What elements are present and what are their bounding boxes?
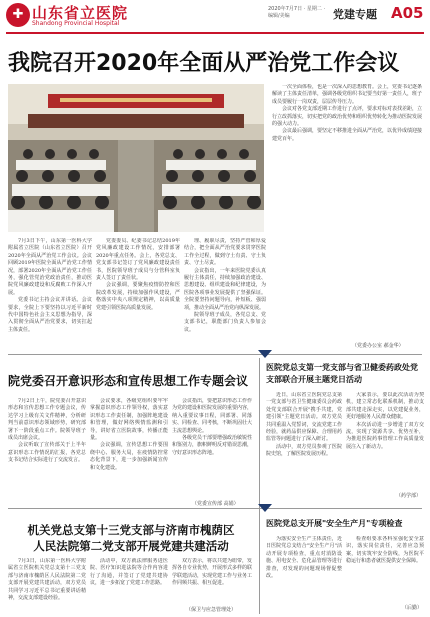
- header-rule: [6, 32, 424, 34]
- main-paragraph: 一次全面体检，也是一次深入的思想教育。会上，党委书记逐条解读了主体责任清单，强调各级党组织书记要当好第一责任人，班子成员要履行一岗双责，层层传导压力。: [272, 84, 422, 105]
- main-article-col-3: [184, 238, 266, 352]
- main-paragraph: 会议指出，一年来医院党委认真履行主体责任，持续加强政治建设、思想建设、组织建设和纪律建设，为医院各项事业发展提供了坚强保证。全院要坚持问题导向，补短板、强弱项，推动全面从严治党向纵深发展。: [184, 267, 266, 311]
- main-paragraph: 党委委员、纪委书记总结2019年党风廉政建设工作情况，安排部署2020年重点任务。会上，各党总支、党支部书记签订了党风廉政建设责任书，医院领导班子成员与分管科室负责人签订了责任状。: [96, 238, 180, 282]
- article3-paragraph: 大家表示，要以此次活动为契机，建立常态化联系机制，推动支部共建走深走实，以党建促业务，更好地服务人民群众健康。: [346, 392, 424, 421]
- main-paragraph: 理、履职尽责，坚持严管和厚爱结合，把全面从严治党要求贯穿医院工作全过程，做到守土有责、守土负责、守土尽责。: [184, 238, 266, 267]
- section-name: 党建专题: [333, 8, 377, 21]
- divider-arrow-icon: [258, 504, 272, 512]
- article2-paragraph: 各级党员干部要增强政治敏锐性和鉴别力，旗帜鲜明反对错误思潮，守好意识形态阵地。: [172, 435, 252, 456]
- article5-paragraph: 为落实安全生产主体责任，近日医院党总支结合"安全生产月"活动开展专项检查，重点对消防设施、用电安全、危化品管理等进行排查，对发现的问题现场督促整改。: [266, 536, 342, 580]
- paper-name: 山东省立医院: [32, 4, 129, 22]
- page-header: [0, 0, 430, 34]
- article4-col-3: [172, 558, 252, 604]
- article4-col-2: [90, 558, 168, 610]
- article4-signature: （保卫与应急管理处）: [186, 607, 237, 613]
- article3-title: 医院党总支第一党支部与省卫健委药政处党支部联合开展主题党日活动: [266, 363, 418, 384]
- article4-paragraph: 7月3日，山东第一医科大学附属省立医院机关党总支第十三党支部与济南市槐荫区人民法院第二党支部开展党建共建活动，双方党员共同学习习近平总书记重要讲话精神，交流支部建设经验。: [8, 558, 86, 602]
- article5-paragraph: 检查组要求各科室强化安全意识，落实岗位责任，完善应急预案，切实筑牢安全防线，为医院平稳运行和患者就医提供安全保障。: [346, 536, 424, 565]
- article3-signature: （药学部）: [396, 493, 422, 499]
- article2-col-1: [8, 398, 86, 502]
- main-paragraph: 会议对各党支部近期工作进行了点评，要求对标对表找差距，立行立改抓落实，切实把党的政治优势和组织优势转化为推动医院发展的强大动力。: [272, 106, 422, 128]
- article2-col-2: [90, 398, 168, 502]
- article5-signature: （后勤）: [402, 605, 423, 611]
- article4-col-1: [8, 558, 86, 610]
- article3-col-1: [266, 392, 342, 490]
- main-paragraph: 党委书记主持会议并讲话。会议要求，全院上下要坚持以习近平新时代中国特色社会主义思想为指导，深入贯彻全面从严治党要求，切实扛起主体责任。: [8, 297, 92, 333]
- main-paragraph: 会议强调，要聚焦疫情防控和医院改革发展，持续加强作风建设，严格落实中央八项规定精神，以高质量党建引领医院高质量发展。: [96, 282, 180, 311]
- main-article-col-1: [8, 238, 92, 352]
- article2-col-3: [172, 398, 252, 498]
- article3-paragraph: 本次活动进一步增进了双方交流，实现了资源共享、优势互补，为推进医院药事管理工作高质量发展注入了新动力。: [346, 421, 424, 450]
- article4-title-line2: 人民法院第二党支部开展党建共建活动: [33, 539, 229, 553]
- section-divider: [8, 354, 422, 355]
- article4-paragraph: 双方表示，将以共建为纽带，发挥各自专业优势，开展形式多样的联学联建活动，实现党建工作与业务工作同频共振、相互促进。: [172, 558, 252, 587]
- main-signature: （党委办公室 郝金华）: [352, 343, 404, 349]
- main-article-col-2: [96, 238, 180, 352]
- divider-arrow-icon: [258, 350, 272, 358]
- article2-title: 院党委召开意识形态和宣传思想工作专题会议: [8, 374, 249, 388]
- page-number: A05: [391, 4, 424, 22]
- article3-col-2: [346, 392, 424, 488]
- article2-signature: （党委宣传部 高娟）: [192, 501, 239, 507]
- paper-name-en: Shandong Provincial Hospital: [32, 20, 120, 27]
- article5-col-1: [266, 536, 342, 606]
- main-headline: 我院召开2020年全面从严治党工作会议: [8, 51, 400, 76]
- article3-paragraph: 近日，山东省立医院党总支第一党支部与省卫生健康委员会药政处党支部联合开展"携手共建，党建引领"主题党日活动。双方党员共同重温入党誓词，交流党建工作经验，就药品供应保障、合理用药监管等问题进行了深入研讨。: [266, 392, 342, 443]
- article2-paragraph: 会议要求，各级党组织要牢牢掌握意识形态工作领导权，落实意识形态工作责任制，加强阵地建设和管理，做好网络舆情监测和引导，讲好省立医院故事，传播正能量。: [90, 398, 168, 442]
- article4-title-line1: 机关党总支第十三党支部与济南市槐荫区: [27, 523, 235, 537]
- section-divider: [8, 508, 422, 509]
- issue-date: 2020年7月7日 · 星期二 · 编辑/美编: [268, 6, 326, 19]
- article2-paragraph: 会议指出，要把意识形态工作作为党的建设和医院发展的重要内容，纳入重要议事日程，同部署、同落实、同检查、同考核，不断巩固壮大主流思想舆论。: [172, 398, 252, 434]
- article2-paragraph: 会议强调，宣传思想工作要围绕中心、服务大局，在疫情防控常态化背景下，进一步加强新闻宣传和文化建设。: [90, 442, 168, 471]
- meeting-photo: [8, 84, 264, 232]
- main-paragraph: 会议最后强调，要坚定不移推进全面从严治党，以优异成绩迎接建党百年。: [272, 128, 422, 142]
- article5-col-2: [346, 536, 424, 602]
- article2-paragraph: 7月2日上午，院党委召开意识形态和宣传思想工作专题会议，传达学习上级有关文件精神，分析研判当前意识形态领域形势，研究部署下一阶段重点工作。院领导班子成员出席会议。: [8, 398, 86, 442]
- hospital-logo: ✚: [6, 3, 30, 27]
- article4-paragraph: 活动中，双方就法律服务进医院、医疗知识进法院等合作内容进行了沟通，并签订了党建共建协议，进一步拓宽了党建工作思路。: [90, 558, 168, 587]
- column-divider: [259, 358, 260, 614]
- main-article-col-4: [272, 84, 422, 340]
- main-paragraph: 7月3日下午，山东第一医科大学附属省立医院（山东省立医院）召开2020年全面从严治党工作会议。会议回顾2019年医院全面从严治党工作情况，部署2020年全面从严治党工作任务，强化管党治党政治责任，推动医院党风廉政建设和反腐败工作深入开展。: [8, 238, 92, 296]
- article3-paragraph: 活动中，双方党员参观了医院院史馆，了解医院发展历程。: [266, 443, 342, 458]
- main-paragraph: 院领导班子成员，各党总支、党支部书记，职能部门负责人参加会议。: [184, 312, 266, 333]
- article5-title: 医院党总支开展"安全生产月"专项检查: [266, 519, 403, 528]
- article2-paragraph: 会议听取了宣传部关于上半年意识形态工作情况的汇报，各党总支书记结合实际进行了交流发言。: [8, 442, 86, 464]
